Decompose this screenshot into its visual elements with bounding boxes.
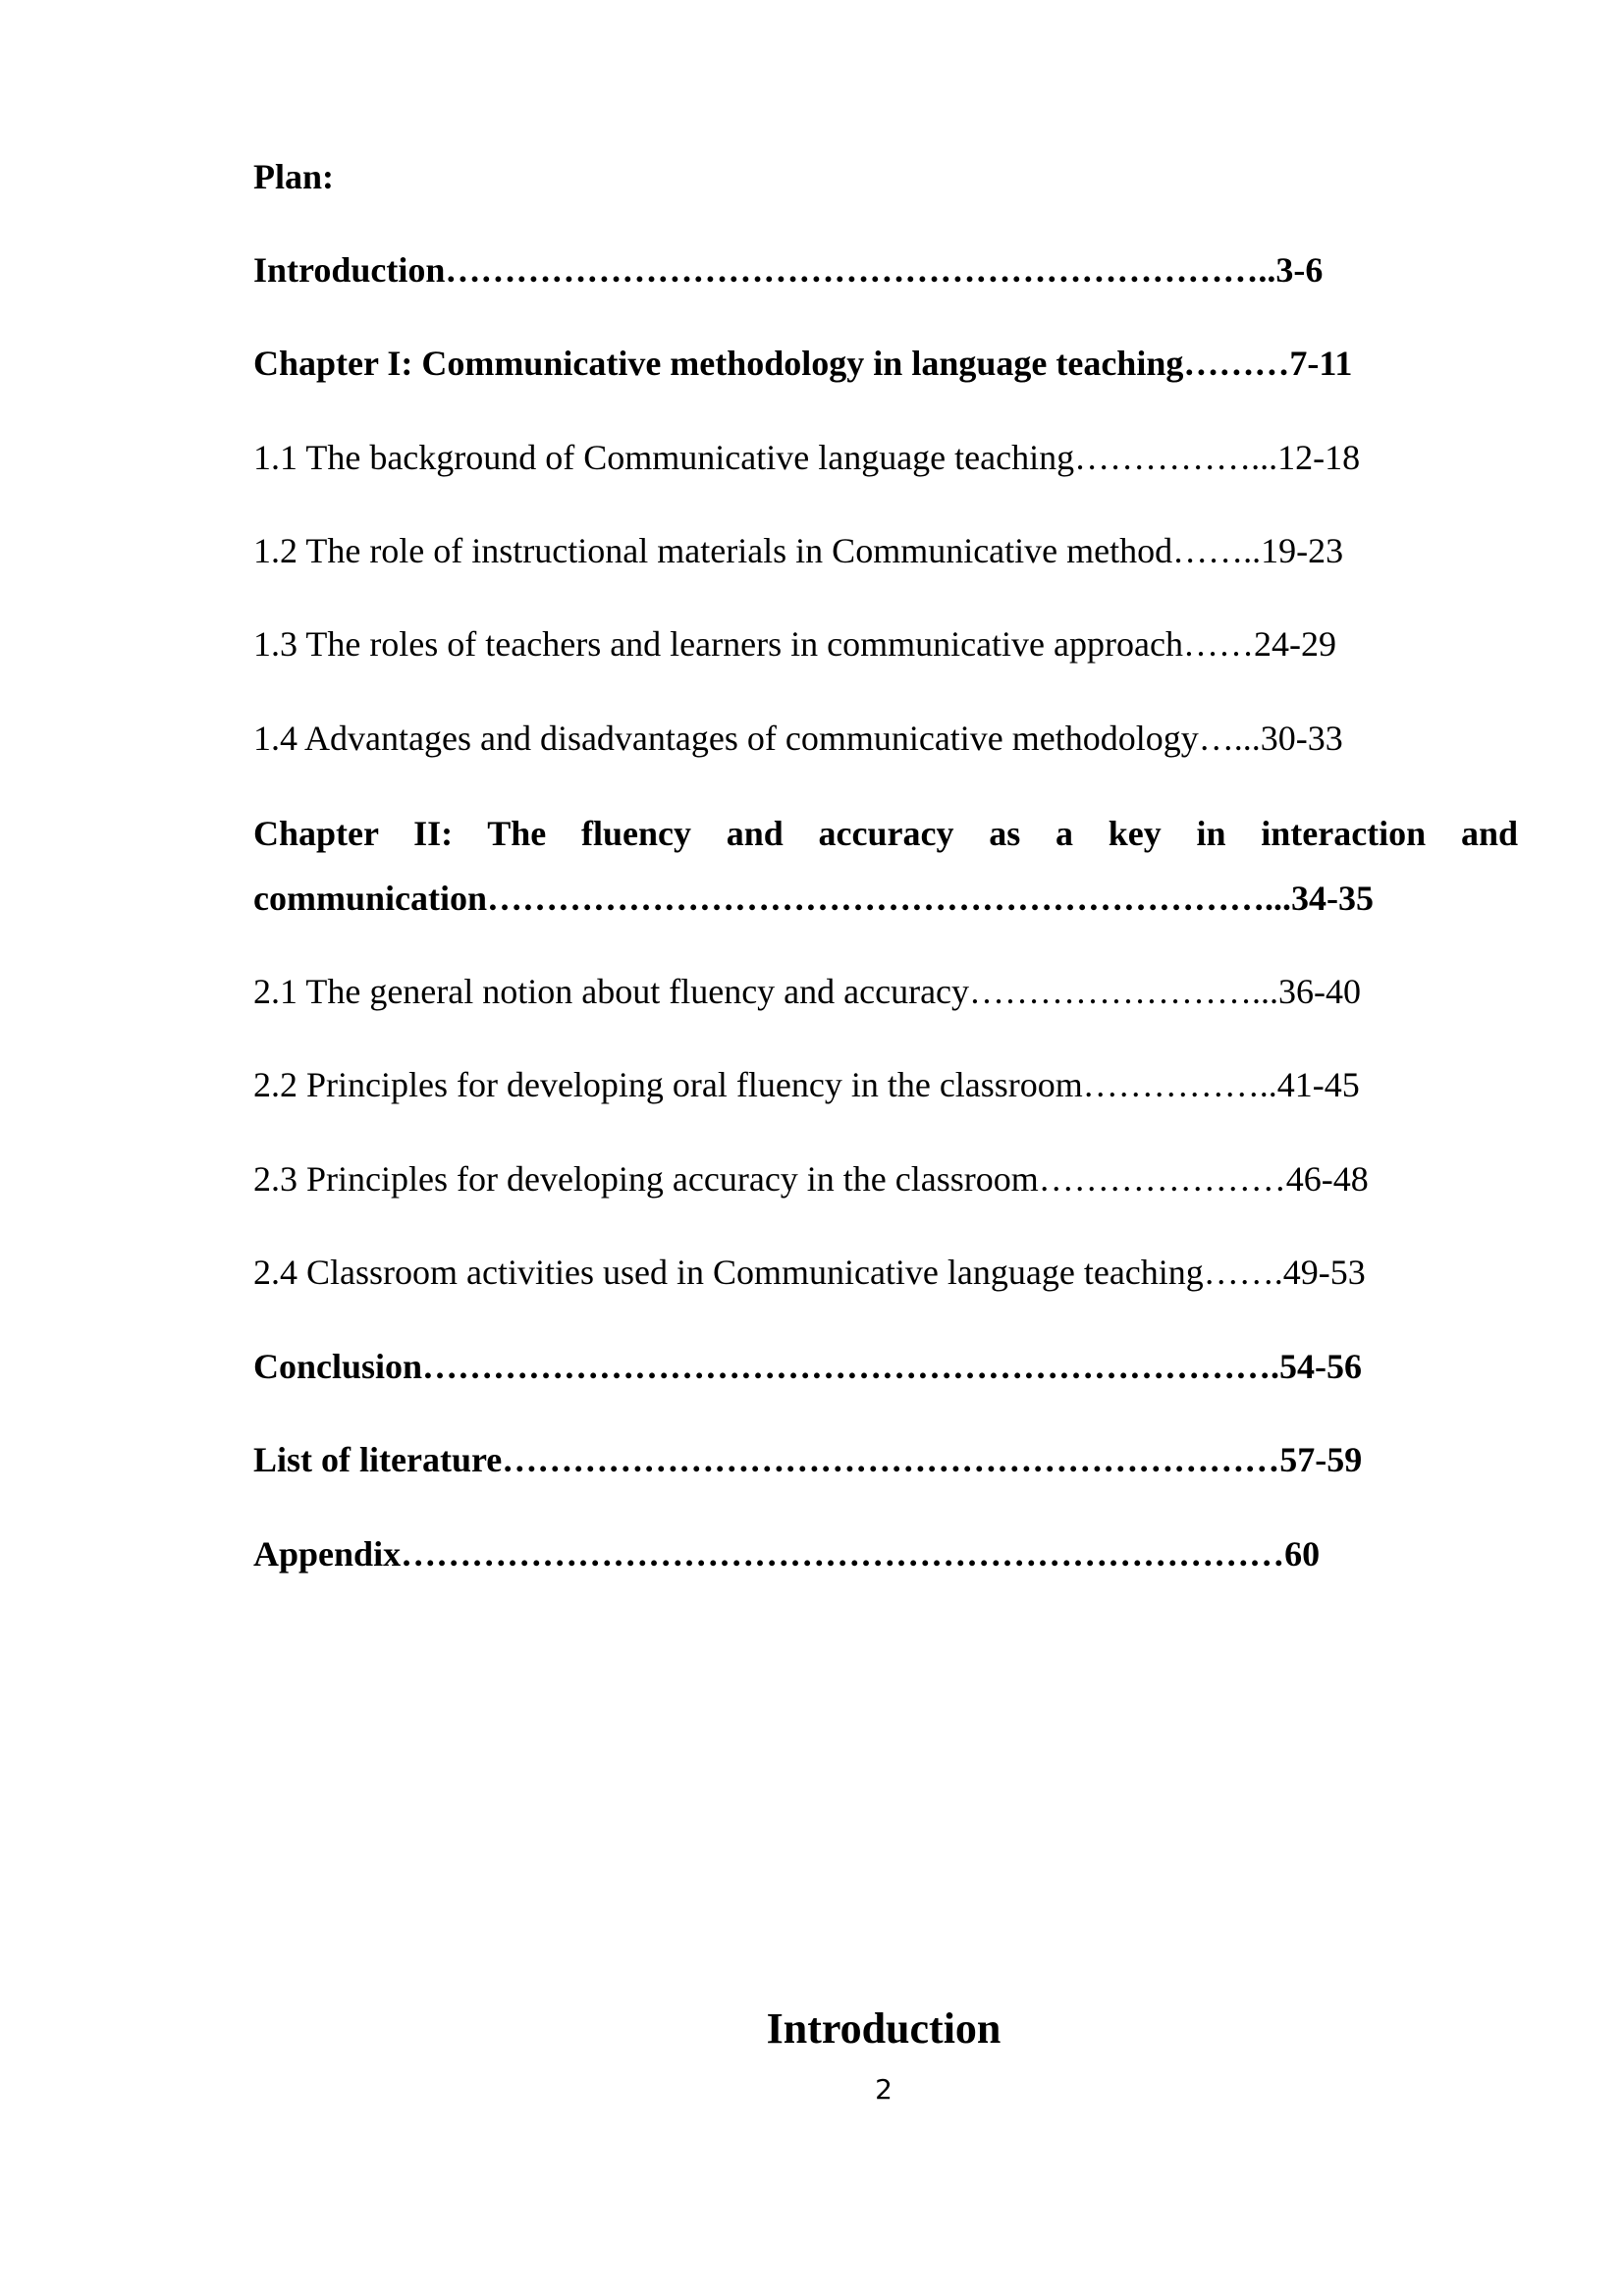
toc-entry-conclusion: Conclusion……………………………………………………………….54-56 [253,1347,1363,1386]
toc-entry-1-1: 1.1 The background of Communicative language teaching……………...12-18 [253,438,1361,477]
toc-entry-2-4: 2.4 Classroom activities used in Communicative language teaching…….49-53 [253,1253,1366,1292]
toc-entry-1-3: 1.3 The roles of teachers and learners in communicative approach……24-29 [253,624,1336,664]
toc-entry-1-4: 1.4 Advantages and disadvantages of communicative methodology…...30-33 [253,719,1343,758]
toc-entry-literature: List of literature…………………………………………………………57-59 [253,1440,1363,1479]
toc-entry-2-3: 2.3 Principles for developing accuracy in the classroom…………………46-48 [253,1159,1369,1199]
toc-entry-chapter-2-line1: Chapter II: The fluency and accuracy as a key in interaction and [253,814,1518,853]
toc-entry-2-1: 2.1 The general notion about fluency and accuracy……………………...36-40 [253,972,1362,1011]
toc-entry-appendix: Appendix…………………………………………………………………60 [253,1534,1321,1574]
toc-entry-chapter-1: Chapter I: Communicative methodology in language teaching………7-11 [253,344,1353,383]
section-heading-introduction: Introduction [766,2004,1001,2053]
toc-entry-1-2: 1.2 The role of instructional materials in Communicative method……..19-23 [253,531,1344,570]
plan-heading: Plan: [253,157,335,196]
toc-entry-introduction: Introduction……………………………………………………………..3-6 [253,250,1324,290]
toc-entry-2-2: 2.2 Principles for developing oral fluency in the classroom……………..41-45 [253,1065,1360,1104]
toc-entry-chapter-2-line2: communication…………………………………………………………...34-35 [253,879,1374,918]
page-number: 2 [875,2073,893,2106]
